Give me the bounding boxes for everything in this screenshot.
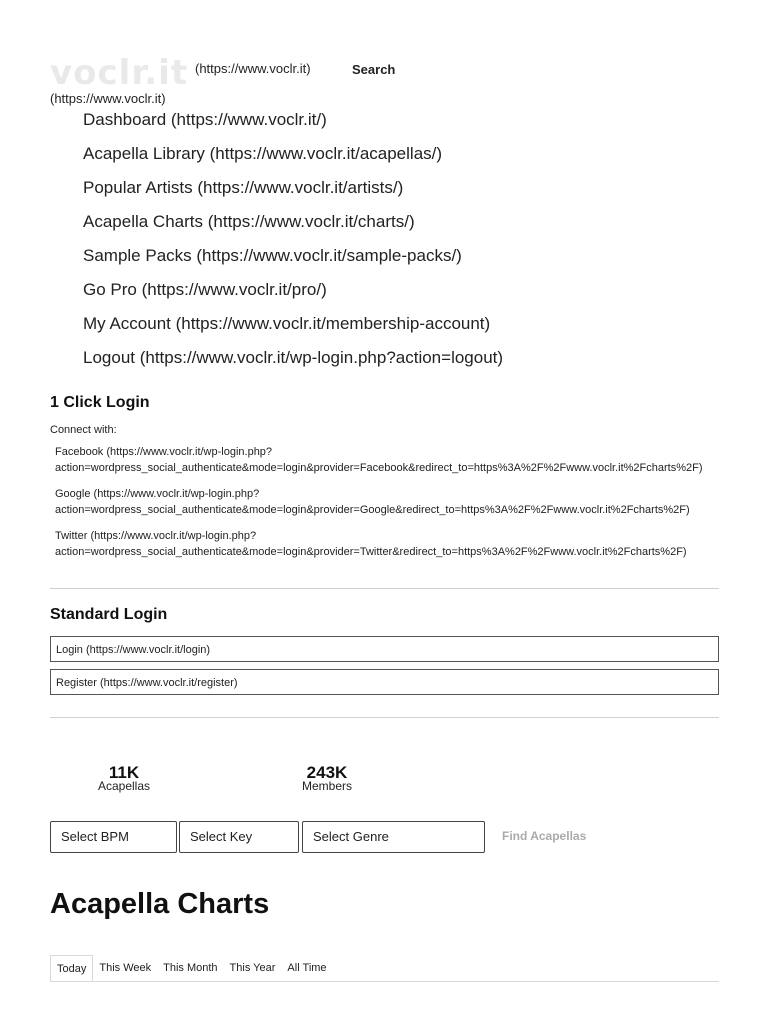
nav-item-logout[interactable]: Logout (https://www.voclr.it/wp-login.php?action=logout)	[83, 348, 504, 367]
main-nav	[83, 108, 503, 380]
nav-item-sample-packs[interactable]: Sample Packs (https://www.voclr.it/sample-packs/)	[83, 246, 462, 265]
tab-this-year[interactable]: This Year	[229, 962, 276, 974]
logo-link-url-secondary[interactable]: (https://www.voclr.it)	[50, 91, 166, 106]
site-logo[interactable]: voclr.it	[50, 54, 189, 92]
facebook-login-line1: Facebook (https://www.voclr.it/wp-login.php?	[55, 446, 273, 458]
divider	[50, 717, 719, 718]
select-genre[interactable]: Select Genre	[302, 821, 485, 853]
select-key[interactable]: Select Key	[179, 821, 299, 853]
tab-this-week[interactable]: This Week	[99, 962, 152, 974]
logo-link-url[interactable]: (https://www.voclr.it)	[195, 61, 311, 76]
acapellas-count: 11K	[108, 763, 140, 782]
one-click-login-heading: 1 Click Login	[50, 394, 150, 411]
google-login-line2: action=wordpress_social_authenticate&mode=login&provider=Google&redirect_to=https%3A%2F%2Fwww.voclr.it%2Fcharts%2F)	[55, 504, 690, 516]
twitter-login-link[interactable]	[55, 528, 735, 560]
select-bpm[interactable]: Select BPM	[50, 821, 177, 853]
nav-item-acapella-charts[interactable]: Acapella Charts (https://www.voclr.it/charts/)	[83, 212, 415, 231]
nav-item-go-pro[interactable]: Go Pro (https://www.voclr.it/pro/)	[83, 280, 327, 299]
divider	[50, 588, 719, 589]
search-link[interactable]: Search	[352, 62, 396, 77]
nav-item-acapella-library[interactable]: Acapella Library (https://www.voclr.it/acapellas/)	[83, 144, 443, 163]
google-login-line1: Google (https://www.voclr.it/wp-login.php?	[55, 488, 260, 500]
connect-with-label: Connect with:	[50, 424, 117, 436]
login-link[interactable]: Login (https://www.voclr.it/login)	[50, 636, 719, 662]
twitter-login-line1: Twitter (https://www.voclr.it/wp-login.php?	[55, 530, 257, 542]
chart-period-tabs	[50, 955, 333, 981]
tab-today[interactable]: Today	[50, 955, 93, 981]
facebook-login-link[interactable]	[55, 444, 735, 476]
acapellas-label: Acapellas	[97, 779, 151, 793]
facebook-login-line2: action=wordpress_social_authenticate&mode=login&provider=Facebook&redirect_to=https%3A%2F%2Fwww.voclr.it%2Fcharts%2F)	[55, 462, 703, 474]
standard-login-heading: Standard Login	[50, 606, 168, 623]
find-acapellas-button[interactable]: Find Acapellas	[502, 829, 587, 843]
twitter-login-line2: action=wordpress_social_authenticate&mode=login&provider=Twitter&redirect_to=https%3A%2F%2Fwww.voclr.it%2Fcharts%2F)	[55, 546, 687, 558]
nav-item-popular-artists[interactable]: Popular Artists (https://www.voclr.it/artists/)	[83, 178, 404, 197]
nav-item-my-account[interactable]: My Account (https://www.voclr.it/membership-account)	[83, 314, 491, 333]
tabs-underline	[50, 981, 719, 982]
google-login-link[interactable]	[55, 486, 735, 518]
tab-all-time[interactable]: All Time	[287, 962, 327, 974]
tab-this-month[interactable]: This Month	[163, 962, 218, 974]
members-count: 243K	[306, 763, 348, 782]
page-title: Acapella Charts	[50, 888, 270, 920]
nav-item-dashboard[interactable]: Dashboard (https://www.voclr.it/)	[83, 110, 327, 129]
members-label: Members	[301, 779, 352, 793]
register-link[interactable]: Register (https://www.voclr.it/register)	[50, 669, 719, 695]
